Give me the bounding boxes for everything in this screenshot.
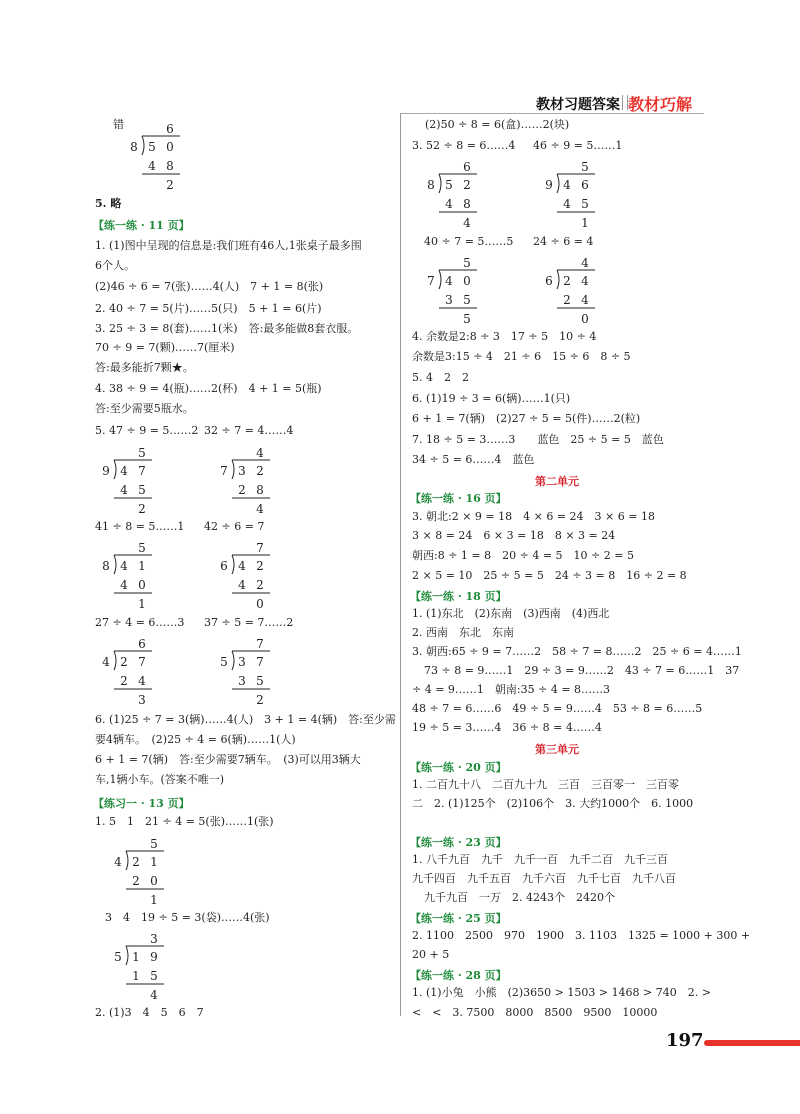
dividend-digit: 1 bbox=[150, 855, 158, 869]
quotient-digit: 5 bbox=[581, 160, 589, 174]
dividend-digit: 2 bbox=[563, 274, 571, 288]
divisor-digit: 9 bbox=[102, 464, 110, 478]
answer-line: 车,1辆小车。(答案不唯一) bbox=[95, 773, 225, 786]
product-digit: 2 bbox=[563, 293, 571, 307]
section-heading: 【练一练 · 28 页】 bbox=[410, 969, 507, 982]
answer-line: 3 4 19 ÷ 5 = 3(袋)……4(张) bbox=[105, 911, 270, 924]
product-digit: 1 bbox=[132, 969, 140, 983]
product-digit: 8 bbox=[256, 483, 264, 497]
answer-line: 答:至少需要5瓶水。 bbox=[95, 402, 194, 415]
answer-line: 要4辆车。 (2)25 ÷ 4 = 6(辆)……1(人) bbox=[95, 733, 296, 746]
remainder-digit: 1 bbox=[150, 893, 158, 907]
divisor-digit: 8 bbox=[427, 178, 435, 192]
answer-line: (2)50 ÷ 8 = 6(盒)……2(块) bbox=[425, 118, 570, 131]
answer-line: 6 + 1 = 7(辆) (2)27 ÷ 5 = 5(件)……2(粒) bbox=[412, 412, 641, 425]
remainder-digit: 1 bbox=[581, 216, 589, 230]
divisor-digit: 9 bbox=[545, 178, 553, 192]
answer-line: 24 ÷ 6 = 4 bbox=[533, 235, 594, 248]
quotient-digit: 7 bbox=[256, 637, 264, 651]
answer-line: 6个人。 bbox=[95, 259, 135, 272]
answer-line: 37 ÷ 5 = 7……2 bbox=[204, 616, 294, 629]
divisor-digit: 6 bbox=[545, 274, 553, 288]
remainder-digit: 2 bbox=[256, 693, 264, 707]
divisor-digit: 7 bbox=[220, 464, 228, 478]
page-accent-bar bbox=[704, 1040, 800, 1046]
answer-line: 余数是3:15 ÷ 4 21 ÷ 6 15 ÷ 6 8 ÷ 5 bbox=[412, 350, 631, 363]
remainder-digit: 2 bbox=[138, 502, 146, 516]
answer-line: 7. 18 ÷ 5 = 3……3 蓝色 25 ÷ 5 = 5 蓝色 bbox=[412, 433, 664, 446]
answer-line: (2)46 ÷ 6 = 7(张)……4(人) 7 + 1 = 8(张) bbox=[95, 280, 324, 293]
dividend-digit: 1 bbox=[138, 559, 146, 573]
section-heading: 【练一练 · 25 页】 bbox=[410, 912, 507, 925]
answer-line: 1. (1)小兔 小熊 (2)3650 > 1503 > 1468 > 740 2. > bbox=[412, 986, 711, 999]
answer-line: 73 ÷ 8 = 9……1 29 ÷ 3 = 9……2 43 ÷ 7 = 6……1 37 bbox=[424, 664, 740, 677]
dividend-digit: 2 bbox=[256, 464, 264, 478]
division-bracket bbox=[439, 174, 441, 193]
long-division-8 bbox=[112, 836, 168, 907]
dividend-digit: 0 bbox=[463, 274, 471, 288]
quotient-digit: 7 bbox=[256, 541, 264, 555]
answer-line: 1. (1)东北 (2)东南 (3)西南 (4)西北 bbox=[412, 607, 610, 620]
product-digit: 2 bbox=[238, 483, 246, 497]
answer-line: 6. (1)25 ÷ 7 = 3(辆)……4(人) 3 + 1 = 4(辆) 答:至少需 bbox=[95, 713, 396, 726]
answer-line: 2. 西南 东北 东南 bbox=[412, 626, 514, 639]
answer-line: 答:最多能折7颗★。 bbox=[95, 361, 194, 374]
answer-line: 4. 38 ÷ 9 = 4(瓶)……2(杯) 4 + 1 = 5(瓶) bbox=[95, 382, 322, 395]
section-heading: 【练一练 · 11 页】 bbox=[93, 219, 190, 232]
product-digit: 4 bbox=[238, 578, 246, 592]
dividend-digit: 4 bbox=[238, 559, 246, 573]
long-division-5 bbox=[218, 540, 274, 611]
answer-line: 5. 4 2 2 bbox=[412, 371, 469, 384]
long-division-7 bbox=[218, 636, 274, 707]
answer-line: 2. 40 ÷ 7 = 5(片)……5(只) 5 + 1 = 6(片) bbox=[95, 302, 322, 315]
answer-line: ÷ 4 = 9……1 朝南:35 ÷ 4 = 8……3 bbox=[412, 683, 611, 696]
product-digit: 5 bbox=[256, 674, 264, 688]
answer-line: 42 ÷ 6 = 7 bbox=[204, 520, 265, 533]
division-bracket bbox=[232, 460, 234, 479]
answer-line: 6 + 1 = 7(辆) 答:至少需要7辆车。 (3)可以用3辆大 bbox=[95, 753, 361, 766]
dividend-digit: 0 bbox=[166, 140, 174, 154]
product-digit: 4 bbox=[563, 197, 571, 211]
product-digit: 5 bbox=[463, 293, 471, 307]
answer-line: 3. 朝西:65 ÷ 9 = 7……2 58 ÷ 7 = 8……2 25 ÷ 6 = 4……1 bbox=[412, 645, 742, 658]
section-heading: 【练一练 · 23 页】 bbox=[410, 836, 507, 849]
dividend-digit: 4 bbox=[120, 464, 128, 478]
column-divider bbox=[400, 114, 401, 1016]
answer-line: 1. 八千九百 九千 九千一百 九千二百 九千三百 bbox=[412, 853, 668, 866]
quotient-digit: 4 bbox=[256, 446, 264, 460]
remainder-digit: 3 bbox=[138, 693, 146, 707]
answer-line: 2. (1)3 4 5 6 7 bbox=[95, 1006, 204, 1019]
divisor-digit: 5 bbox=[114, 950, 122, 964]
dividend-digit: 6 bbox=[581, 178, 589, 192]
answer-line: 19 ÷ 5 = 3……4 36 ÷ 8 = 4……4 bbox=[412, 721, 602, 734]
product-digit: 2 bbox=[256, 578, 264, 592]
quotient-digit: 5 bbox=[138, 446, 146, 460]
long-division-9 bbox=[112, 931, 168, 1002]
quotient-digit: 3 bbox=[150, 932, 158, 946]
product-digit: 0 bbox=[138, 578, 146, 592]
dividend-digit: 4 bbox=[563, 178, 571, 192]
dividend-digit: 7 bbox=[138, 655, 146, 669]
answer-line: 3. 25 ÷ 3 = 8(套)……1(米) 答:最多能做8套衣服。 bbox=[95, 322, 359, 335]
divisor-digit: 7 bbox=[427, 274, 435, 288]
product-digit: 2 bbox=[120, 674, 128, 688]
long-division-1 bbox=[128, 121, 184, 192]
answer-line: 40 ÷ 7 = 5……5 bbox=[424, 235, 514, 248]
answer-line: 70 ÷ 9 = 7(颗)……7(厘米) bbox=[95, 341, 235, 354]
answer-line: 1. 5 1 21 ÷ 4 = 5(张)……1(张) bbox=[95, 815, 274, 828]
dividend-digit: 9 bbox=[150, 950, 158, 964]
answer-line: 48 ÷ 7 = 6……6 49 ÷ 5 = 9……4 53 ÷ 8 = 6……5 bbox=[412, 702, 703, 715]
division-bracket bbox=[557, 270, 559, 289]
quotient-digit: 5 bbox=[138, 541, 146, 555]
dividend-digit: 5 bbox=[445, 178, 453, 192]
product-digit: 4 bbox=[120, 483, 128, 497]
division-bracket bbox=[557, 174, 559, 193]
long-division-11 bbox=[543, 159, 599, 230]
product-digit: 8 bbox=[463, 197, 471, 211]
product-digit: 5 bbox=[150, 969, 158, 983]
product-digit: 0 bbox=[150, 874, 158, 888]
dividend-digit: 2 bbox=[256, 559, 264, 573]
dividend-digit: 2 bbox=[463, 178, 471, 192]
answer-line: 41 ÷ 8 = 5……1 bbox=[95, 520, 185, 533]
dividend-digit: 4 bbox=[120, 559, 128, 573]
answer-line: 二 2. (1)125个 (2)106个 3. 大约1000个 6. 1000 bbox=[412, 797, 694, 810]
dividend-digit: 7 bbox=[256, 655, 264, 669]
answer-line: 32 ÷ 7 = 4……4 bbox=[204, 424, 294, 437]
answer-line: 3 × 8 = 24 6 × 3 = 18 8 × 3 = 24 bbox=[412, 529, 616, 542]
answer-line: 2. 1100 2500 970 1900 3. 1103 1325 = 1000 + 300 + bbox=[412, 929, 751, 942]
answer-line: 6. (1)19 ÷ 3 = 6(辆)……1(只) bbox=[412, 392, 571, 405]
product-digit: 4 bbox=[138, 674, 146, 688]
remainder-digit: 0 bbox=[581, 312, 589, 326]
product-digit: 4 bbox=[120, 578, 128, 592]
remainder-digit: 1 bbox=[138, 597, 146, 611]
long-division-13 bbox=[543, 255, 599, 326]
product-digit: 4 bbox=[445, 197, 453, 211]
long-division-3 bbox=[218, 445, 274, 516]
remainder-digit: 2 bbox=[166, 178, 174, 192]
quotient-digit: 6 bbox=[463, 160, 471, 174]
product-digit: 4 bbox=[581, 293, 589, 307]
product-digit: 5 bbox=[138, 483, 146, 497]
divisor-digit: 4 bbox=[114, 855, 122, 869]
division-bracket bbox=[114, 555, 116, 574]
answer-5: 5. 略 bbox=[95, 197, 122, 210]
answer-line: 34 ÷ 5 = 6……4 蓝色 bbox=[412, 453, 535, 466]
answer-line: 5. 47 ÷ 9 = 5……2 bbox=[95, 424, 199, 437]
product-digit: 8 bbox=[166, 159, 174, 173]
division-bracket bbox=[142, 136, 144, 155]
long-division-6 bbox=[100, 636, 156, 707]
answer-line: 朝西:8 ÷ 1 = 8 20 ÷ 4 = 5 10 ÷ 2 = 5 bbox=[412, 549, 634, 562]
quotient-digit: 4 bbox=[581, 256, 589, 270]
quotient-digit: 6 bbox=[138, 637, 146, 651]
product-digit: 5 bbox=[581, 197, 589, 211]
remainder-digit: 4 bbox=[150, 988, 158, 1002]
division-bracket bbox=[126, 851, 128, 870]
dividend-digit: 2 bbox=[120, 655, 128, 669]
answer-line: 1. 二百九十八 二百九十九 三百 三百零一 三百零 bbox=[412, 778, 679, 791]
quotient-digit: 5 bbox=[463, 256, 471, 270]
dividend-digit: 7 bbox=[138, 464, 146, 478]
divisor-digit: 5 bbox=[220, 655, 228, 669]
answer-line: 九千四百 九千五百 九千六百 九千七百 九千八百 bbox=[412, 872, 676, 885]
remainder-digit: 5 bbox=[463, 312, 471, 326]
remainder-digit: 4 bbox=[256, 502, 264, 516]
dividend-digit: 3 bbox=[238, 464, 246, 478]
answer-line: 46 ÷ 9 = 5……1 bbox=[533, 139, 623, 152]
header-brand: 教材巧解 bbox=[628, 95, 693, 114]
dividend-digit: 1 bbox=[132, 950, 140, 964]
dividend-digit: 3 bbox=[238, 655, 246, 669]
remainder-digit: 0 bbox=[256, 597, 264, 611]
header-title: 教材习题答案 bbox=[536, 97, 620, 113]
divisor-digit: 6 bbox=[220, 559, 228, 573]
answer-line: 3. 朝北:2 × 9 = 18 4 × 6 = 24 3 × 6 = 18 bbox=[412, 510, 655, 523]
divisor-digit: 8 bbox=[130, 140, 138, 154]
quotient-digit: 6 bbox=[166, 122, 174, 136]
answer-line: 3. 52 ÷ 8 = 6……4 bbox=[412, 139, 516, 152]
product-digit: 4 bbox=[148, 159, 156, 173]
page-number: 197 bbox=[666, 1030, 704, 1051]
product-digit: 2 bbox=[132, 874, 140, 888]
long-division-12 bbox=[425, 255, 481, 326]
dividend-digit: 2 bbox=[132, 855, 140, 869]
unit-heading: 第二单元 bbox=[535, 475, 579, 488]
division-bracket bbox=[114, 460, 116, 479]
dividend-digit: 4 bbox=[581, 274, 589, 288]
quotient-digit: 5 bbox=[150, 837, 158, 851]
division-bracket bbox=[126, 946, 128, 965]
section-heading: 【练习一 · 13 页】 bbox=[93, 797, 190, 810]
answer-line: 20 + 5 bbox=[412, 948, 450, 961]
dividend-digit: 5 bbox=[148, 140, 156, 154]
remainder-digit: 4 bbox=[463, 216, 471, 230]
division-bracket bbox=[232, 555, 234, 574]
unit-heading: 第三单元 bbox=[535, 743, 579, 756]
section-heading: 【练一练 · 20 页】 bbox=[410, 761, 507, 774]
long-division-4 bbox=[100, 540, 156, 611]
division-bracket bbox=[114, 651, 116, 670]
long-division-2 bbox=[100, 445, 156, 516]
product-digit: 3 bbox=[445, 293, 453, 307]
divisor-digit: 8 bbox=[102, 559, 110, 573]
section-heading: 【练一练 · 16 页】 bbox=[410, 492, 507, 505]
division-bracket bbox=[439, 270, 441, 289]
product-digit: 3 bbox=[238, 674, 246, 688]
header-rule bbox=[400, 113, 704, 114]
answer-line: 27 ÷ 4 = 6……3 bbox=[95, 616, 185, 629]
answer-line: < < 3. 7500 8000 8500 9500 10000 bbox=[412, 1006, 658, 1019]
answer-line: 4. 余数是2:8 ÷ 3 17 ÷ 5 10 ÷ 4 bbox=[412, 330, 597, 343]
text-cuo: 错 bbox=[113, 118, 124, 131]
division-bracket bbox=[232, 651, 234, 670]
divisor-digit: 4 bbox=[102, 655, 110, 669]
answer-line: 九千九百 一万 2. 4243个 2420个 bbox=[424, 891, 615, 904]
answer-line: 2 × 5 = 10 25 ÷ 5 = 5 24 ÷ 3 = 8 16 ÷ 2 = 8 bbox=[412, 569, 687, 582]
long-division-10 bbox=[425, 159, 481, 230]
section-heading: 【练一练 · 18 页】 bbox=[410, 590, 507, 603]
answer-line: 1. (1)图中呈现的信息是:我们班有46人,1张桌子最多围 bbox=[95, 239, 362, 252]
dividend-digit: 4 bbox=[445, 274, 453, 288]
